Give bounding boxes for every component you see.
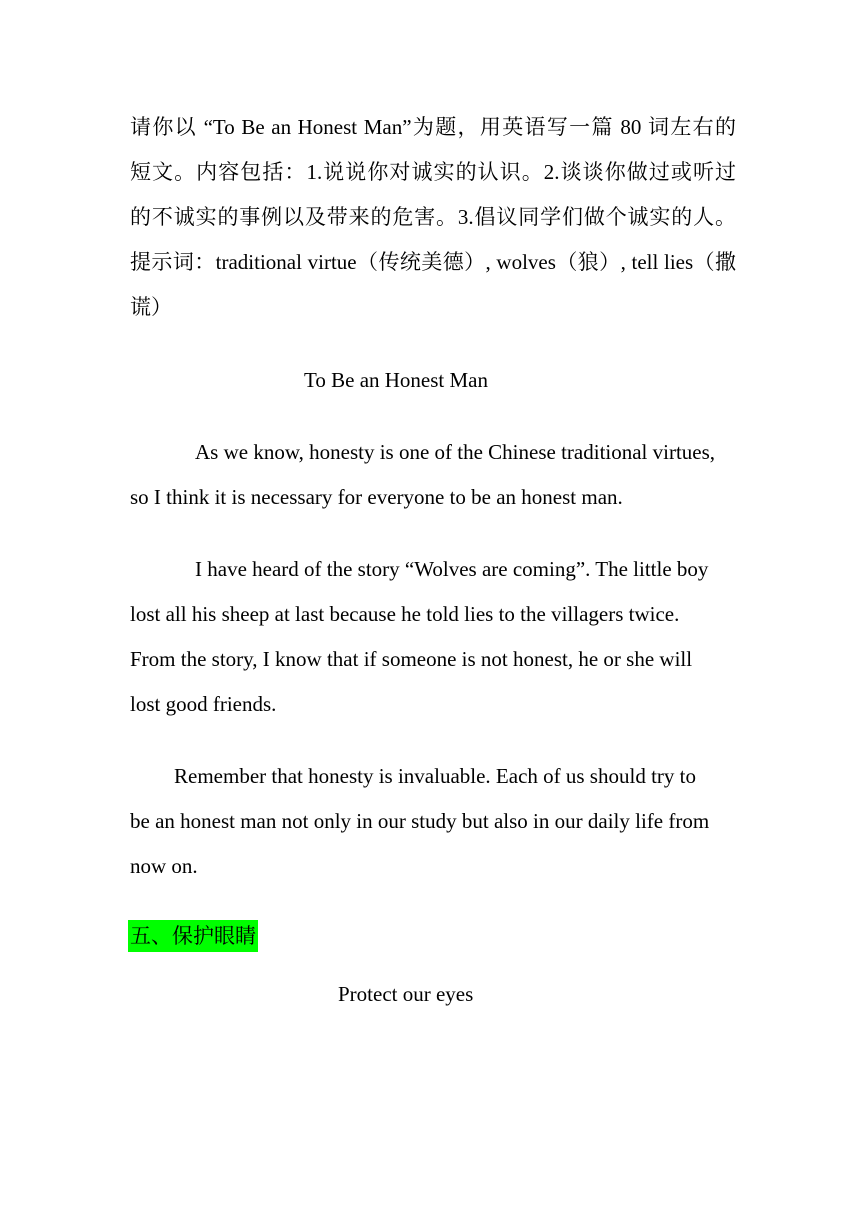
essay-p2-line-3: From the story, I know that if someone is not honest, he or she will xyxy=(130,647,693,671)
section-5-heading-wrap xyxy=(128,921,258,951)
essay-p1-line-2: so I think it is necessary for everyone to be an honest man. xyxy=(130,485,623,509)
prompt-line-1: 请你以 “To Be an Honest Man”为题，用英语写一篇 80 词左右的 xyxy=(130,115,736,139)
essay-title: To Be an Honest Man xyxy=(304,368,488,392)
essay-p3-line-3: now on. xyxy=(130,854,198,878)
section-5-heading: 五、保护眼睛 xyxy=(128,920,258,952)
prompt-line-3: 的不诚实的事例以及带来的危害。3.倡议同学们做个诚实的人。 xyxy=(130,205,736,229)
prompt-line-2: 短文。内容包括：1.说说你对诚实的认识。2.谈谈你做过或听过 xyxy=(130,160,736,184)
section-5-title: Protect our eyes xyxy=(338,982,474,1006)
essay-p2-line-4: lost good friends. xyxy=(130,692,277,716)
essay-p1-line-1: As we know, honesty is one of the Chinese traditional virtues, xyxy=(195,440,716,464)
essay-p2-line-2: lost all his sheep at last because he told lies to the villagers twice. xyxy=(130,602,680,626)
prompt-line-4: 提示词：traditional virtue（传统美德）, wolves（狼）, tell lies（撒 xyxy=(130,250,736,274)
essay-p2-line-1: I have heard of the story “Wolves are coming”. The little boy xyxy=(195,557,709,581)
prompt-line-5: 谎） xyxy=(130,295,172,319)
essay-p3-line-2: be an honest man not only in our study but also in our daily life from xyxy=(130,809,710,833)
essay-p3-line-1: Remember that honesty is invaluable. Each of us should try to xyxy=(174,764,696,788)
